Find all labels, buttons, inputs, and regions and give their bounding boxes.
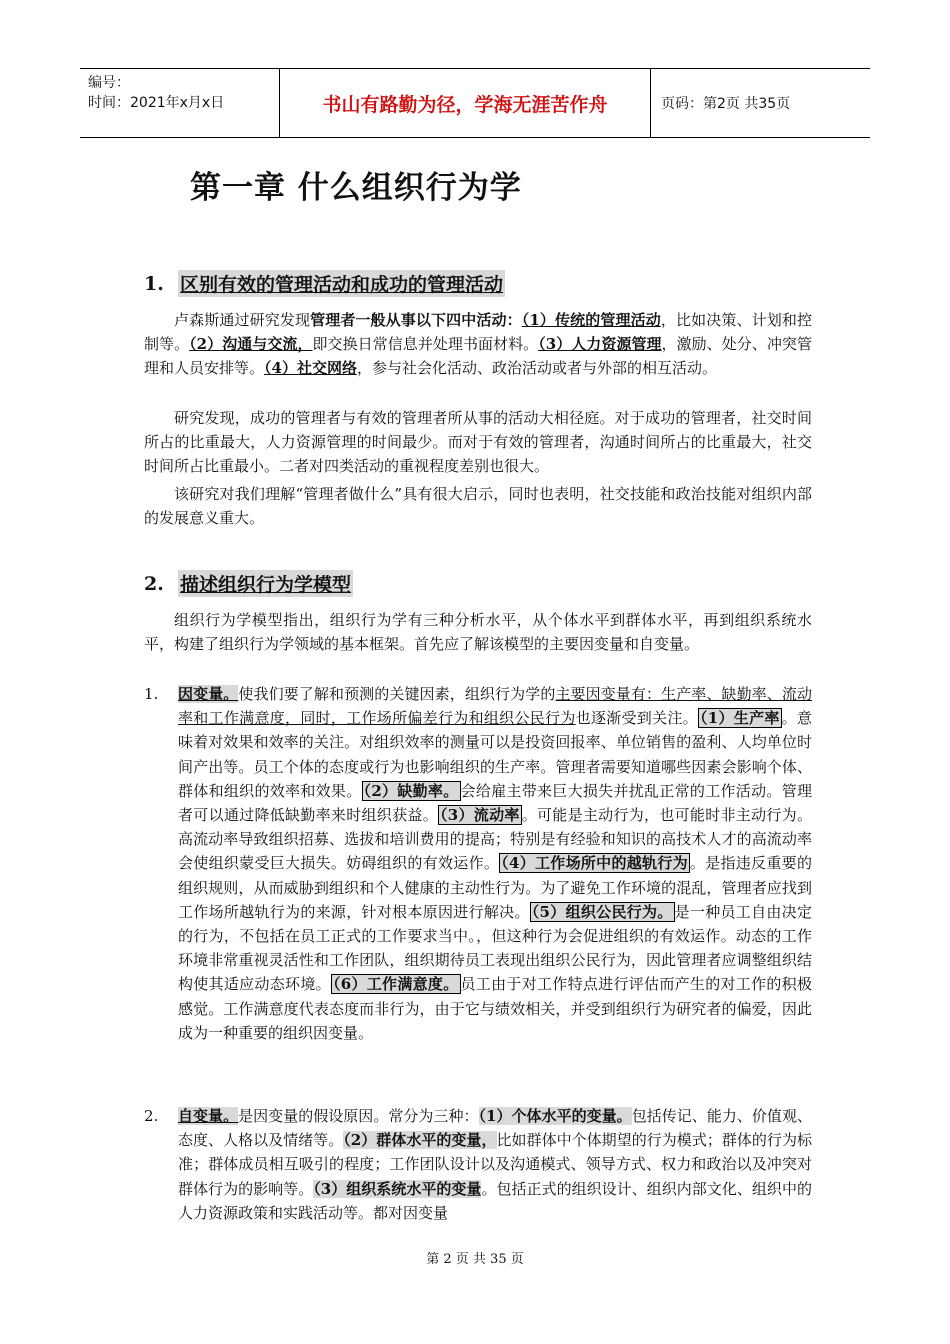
text-span: ，激励、处分、冲突管理和人员安排等。	[144, 335, 812, 378]
text-span: 主要因变量有：生产率、缺勤率、流动率和工作满意度，同时，工作场所偏差行为和组织公民行为	[178, 685, 812, 728]
header-meta	[80, 69, 280, 137]
text-span: （1）个体水平的变量。	[478, 1107, 632, 1125]
section-2-title: 描述组织行为学模型	[178, 570, 353, 597]
text-span: ，参与社会化活动、政治活动或者与外部的相互活动。	[356, 359, 717, 378]
text-span: 管理者一般从事以下四中活动：	[310, 311, 522, 329]
section-1-paragraph-1	[144, 308, 812, 381]
list-item-number: 2.	[144, 1107, 159, 1125]
header-number: 编号：	[88, 75, 130, 91]
section-2-number: 2.	[144, 572, 164, 595]
text-span: （3）组织系统水平的变量	[313, 1179, 482, 1198]
text-span: （2）沟通与交流，	[189, 335, 313, 354]
text-span: （1）生产率	[699, 709, 780, 728]
text-span: （5）组织公民行为。	[531, 902, 673, 921]
text-span: 即交换日常信息并处理书面材料。	[312, 335, 539, 354]
list-item	[144, 1104, 812, 1225]
text-span: 。意味着对效果和效率的关注。对组织效率的测量可以是投资回报率、单位销售的盈利、人均单位时间产出等。员工个体的态度或行为也影响组织的生产率。管理者需要知道哪些因素会影响个体、群体和组织的效率和效果。	[178, 709, 812, 800]
text-span: （6）工作满意度。	[332, 975, 459, 994]
section-1-title: 区别有效的管理活动和成功的管理活动	[178, 270, 505, 297]
text-span: （4）工作场所中的越轨行为	[501, 854, 688, 873]
text-span: 包括传记、能力、价值观、态度、人格以及情绪等。	[178, 1107, 812, 1150]
text-span: （3）人力资源管理	[538, 335, 662, 354]
text-span: （2）群体水平的变量，	[343, 1131, 497, 1150]
header-date: 时间：2021年x月x日	[88, 95, 225, 111]
text-span: 比如群体中个体期望的行为模式；群体的行为标准；群体成员相互吸引的程度；工作团队设计以及沟通模式、领导方式、权力和政治以及冲突对群体行为的影响等。	[178, 1131, 812, 1198]
page-header	[80, 68, 870, 138]
text-span: 是一种员工自由决定的行为，不包括在员工正式的工作要求当中。，但这种行为会促进组织的有效运作。动态的工作环境非常重视灵活性和工作团队，组织期待员工表现出组织公民行为，因此管理者应调整组织结构使其适应动态环境。	[178, 902, 812, 994]
section-1-number: 1.	[144, 272, 164, 295]
text-span: 员工由于对工作特点进行评估而产生的对工作的积极感觉。工作满意度代表态度而非行为，由于它与绩效相关，并受到组织行为研究者的偏爱，因此成为一种重要的组织因变量。	[178, 975, 812, 1042]
chapter-title: 第一章 什么组织行为学	[190, 170, 522, 206]
page-footer: 第 2 页 共 35 页	[426, 1252, 524, 1267]
section-1-paragraph-3: 该研究对我们理解“管理者做什么”具有很大启示，同时也表明，社交技能和政治技能对组织内部的发展意义重大。	[144, 485, 812, 528]
section-2-intro: 组织行为学模型指出，组织行为学有三种分析水平，从个体水平到群体水平，再到组织系统水平，构建了组织行为学领域的基本框架。首先应了解该模型的主要因变量和自变量。	[144, 611, 812, 654]
text-span: 。包括正式的组织设计、组织内部文化、组织中的人力资源政策和实践活动等。都对因变量	[178, 1179, 812, 1222]
text-span: 。是指违反重要的组织规则，从而威胁到组织和个人健康的主动性行为。为了避免工作环境的混乱，管理者应找到工作场所越轨行为的来源，针对根本原因进行解决。	[178, 854, 812, 921]
list-item	[144, 682, 812, 1045]
text-span: （2）缺勤率。	[363, 781, 459, 800]
text-span: 会给雇主带来巨大损失并扰乱正常的工作活动。管理者可以通过降低缺勤率来时组织获益。	[178, 781, 812, 825]
text-span: （1）传统的管理活动	[521, 311, 661, 329]
text-span: 因变量。	[178, 685, 239, 703]
text-span: 自变量。	[178, 1107, 239, 1125]
text-span: 是因变量的假设原因。常分为三种：	[238, 1107, 479, 1125]
section-1-heading	[144, 270, 505, 297]
section-2-heading	[144, 570, 353, 597]
text-span: 。可能是主动行为，也可能时非主动行为。高流动率导致组织招募、选拔和培训费用的提高；特别是有经验和知识的高技术人才的高流动率会使组织蒙受巨大损失。妨碍组织的有效运作。	[178, 806, 812, 873]
text-span: （4）社交网络	[264, 359, 357, 378]
header-page-info: 页码：第2页 共35页	[661, 96, 791, 112]
text-span: （3）流动率	[439, 806, 520, 825]
text-span: 卢森斯通过研究发现	[174, 311, 311, 329]
section-1-paragraph-2: 研究发现，成功的管理者与有效的管理者所从事的活动大相径庭。对于成功的管理者，社交时间所占的比重最大，人力资源管理的时间最少。而对于有效的管理者，沟通时间所占的比重最大，社交时间所占比重最小。二者对四类活动的重视程度差别也很大。	[144, 409, 812, 476]
list-item-body	[178, 1104, 812, 1225]
list-item-number: 1.	[144, 685, 159, 703]
header-motto: 书山有路勤为径，学海无涯苦作舟	[280, 69, 651, 137]
list-item-body	[178, 682, 812, 1045]
text-span: 使我们要了解和预测的关键因素，组织行为学的	[238, 685, 556, 703]
text-span: 也逐渐受到关注。	[575, 709, 698, 728]
text-span: ，比如决策、计划和控制等。	[144, 311, 812, 354]
